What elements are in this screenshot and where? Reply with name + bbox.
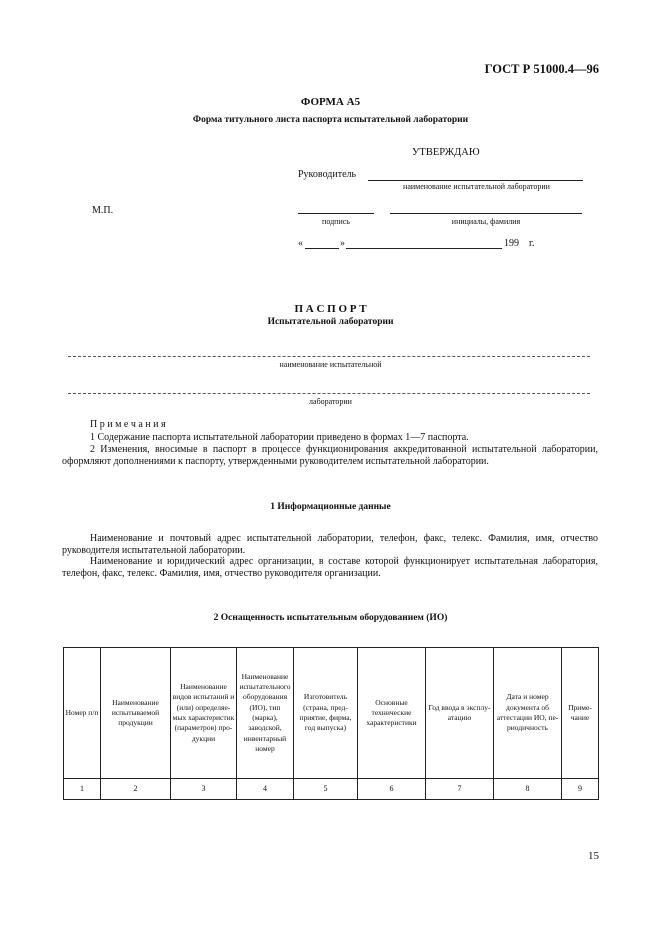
head-caption: наименование испытательной лаборатории (403, 182, 550, 191)
equipment-table (63, 647, 599, 800)
column-number: 2 (101, 779, 171, 800)
column-header: Примечание (562, 648, 599, 779)
column-header: Наименование испытательного оборудования (ИО), тип (марка), заводской, инвентарный номер (237, 648, 294, 779)
standard-number: ГОСТ Р 51000.4—96 (484, 62, 599, 76)
section-2-title: 2 Оснащенность испытательным оборудованием (ИО) (213, 613, 448, 623)
date-open-quote: « (298, 238, 303, 249)
seal-label: М.П. (92, 205, 114, 216)
approve-label: УТВЕРЖДАЮ (412, 147, 480, 158)
head-line (368, 180, 583, 181)
form-title: ФОРМА А5 (300, 96, 361, 108)
section-1-title: 1 Информационные данные (270, 502, 391, 512)
date-month-line (346, 248, 502, 249)
date-year: 199 (504, 238, 519, 249)
passport-title: П А С П О Р Т (294, 303, 367, 315)
section-1-para-1: Наименование и почтовый адрес испытательной лаборатории, телефон, факс, телекс. Фамилия, имя, отчество руководителя испытательной лаборатории. (62, 533, 598, 556)
form-subtitle: Форма титульного листа паспорта испытательной лаборатории (192, 115, 469, 125)
page-number: 15 (588, 850, 599, 862)
lab-name-line-2 (68, 393, 590, 394)
column-header: Дата и номер документа об аттестации ИО, периодичность (494, 648, 562, 779)
table-number-row (64, 779, 599, 800)
column-number: 7 (426, 779, 494, 800)
signature-line (298, 213, 374, 214)
column-number: 1 (64, 779, 101, 800)
lab-name-caption-2: лаборатории (309, 397, 352, 406)
column-number: 8 (494, 779, 562, 800)
column-header: Наименование испытываемой продукции (101, 648, 171, 779)
column-header: Номер п/п (64, 648, 101, 779)
column-number: 4 (237, 779, 294, 800)
column-number: 5 (294, 779, 358, 800)
lab-name-caption-1: наименование испытательной (279, 360, 382, 369)
column-number: 3 (171, 779, 237, 800)
column-header: Наименование видов испытаний и (или) определяемых характеристик (параметров) продукции (171, 648, 237, 779)
column-header: Основные технические характеристики (358, 648, 426, 779)
date-close-quote: » (340, 238, 345, 249)
date-day-line (305, 248, 339, 249)
initials-line (390, 213, 582, 214)
column-number: 9 (562, 779, 599, 800)
notes-title: П р и м е ч а н и я (90, 419, 166, 430)
lab-name-line-1 (68, 356, 590, 357)
note-1: 1 Содержание паспорта испытательной лаборатории приведено в формах 1—7 паспорта. (90, 432, 469, 443)
initials-caption: инициалы, фамилия (451, 217, 521, 226)
passport-subtitle: Испытательной лаборатории (267, 317, 394, 327)
signature-caption: подпись (322, 217, 350, 226)
column-header: Изготовитель (страна, предприятие, фирма, год выпуска) (294, 648, 358, 779)
date-year-suffix: г. (529, 238, 535, 249)
note-2: 2 Изменения, вносимые в паспорт в процессе функционирования аккредитованной испытательной лаборатории, оформляют дополнениями к паспорту, утвержденными руководителем испытательной лаборатории. (62, 444, 598, 467)
section-1-para-2: Наименование и юридический адрес организации, в составе которой функционирует испытательная лаборатория, телефон, факс, телекс. Фамилия, имя, отчество руководителя организации. (62, 556, 598, 579)
table-header-row (64, 648, 599, 779)
column-number: 6 (358, 779, 426, 800)
column-header: Год ввода в эксплуатацию (426, 648, 494, 779)
head-label: Руководитель (298, 169, 357, 180)
